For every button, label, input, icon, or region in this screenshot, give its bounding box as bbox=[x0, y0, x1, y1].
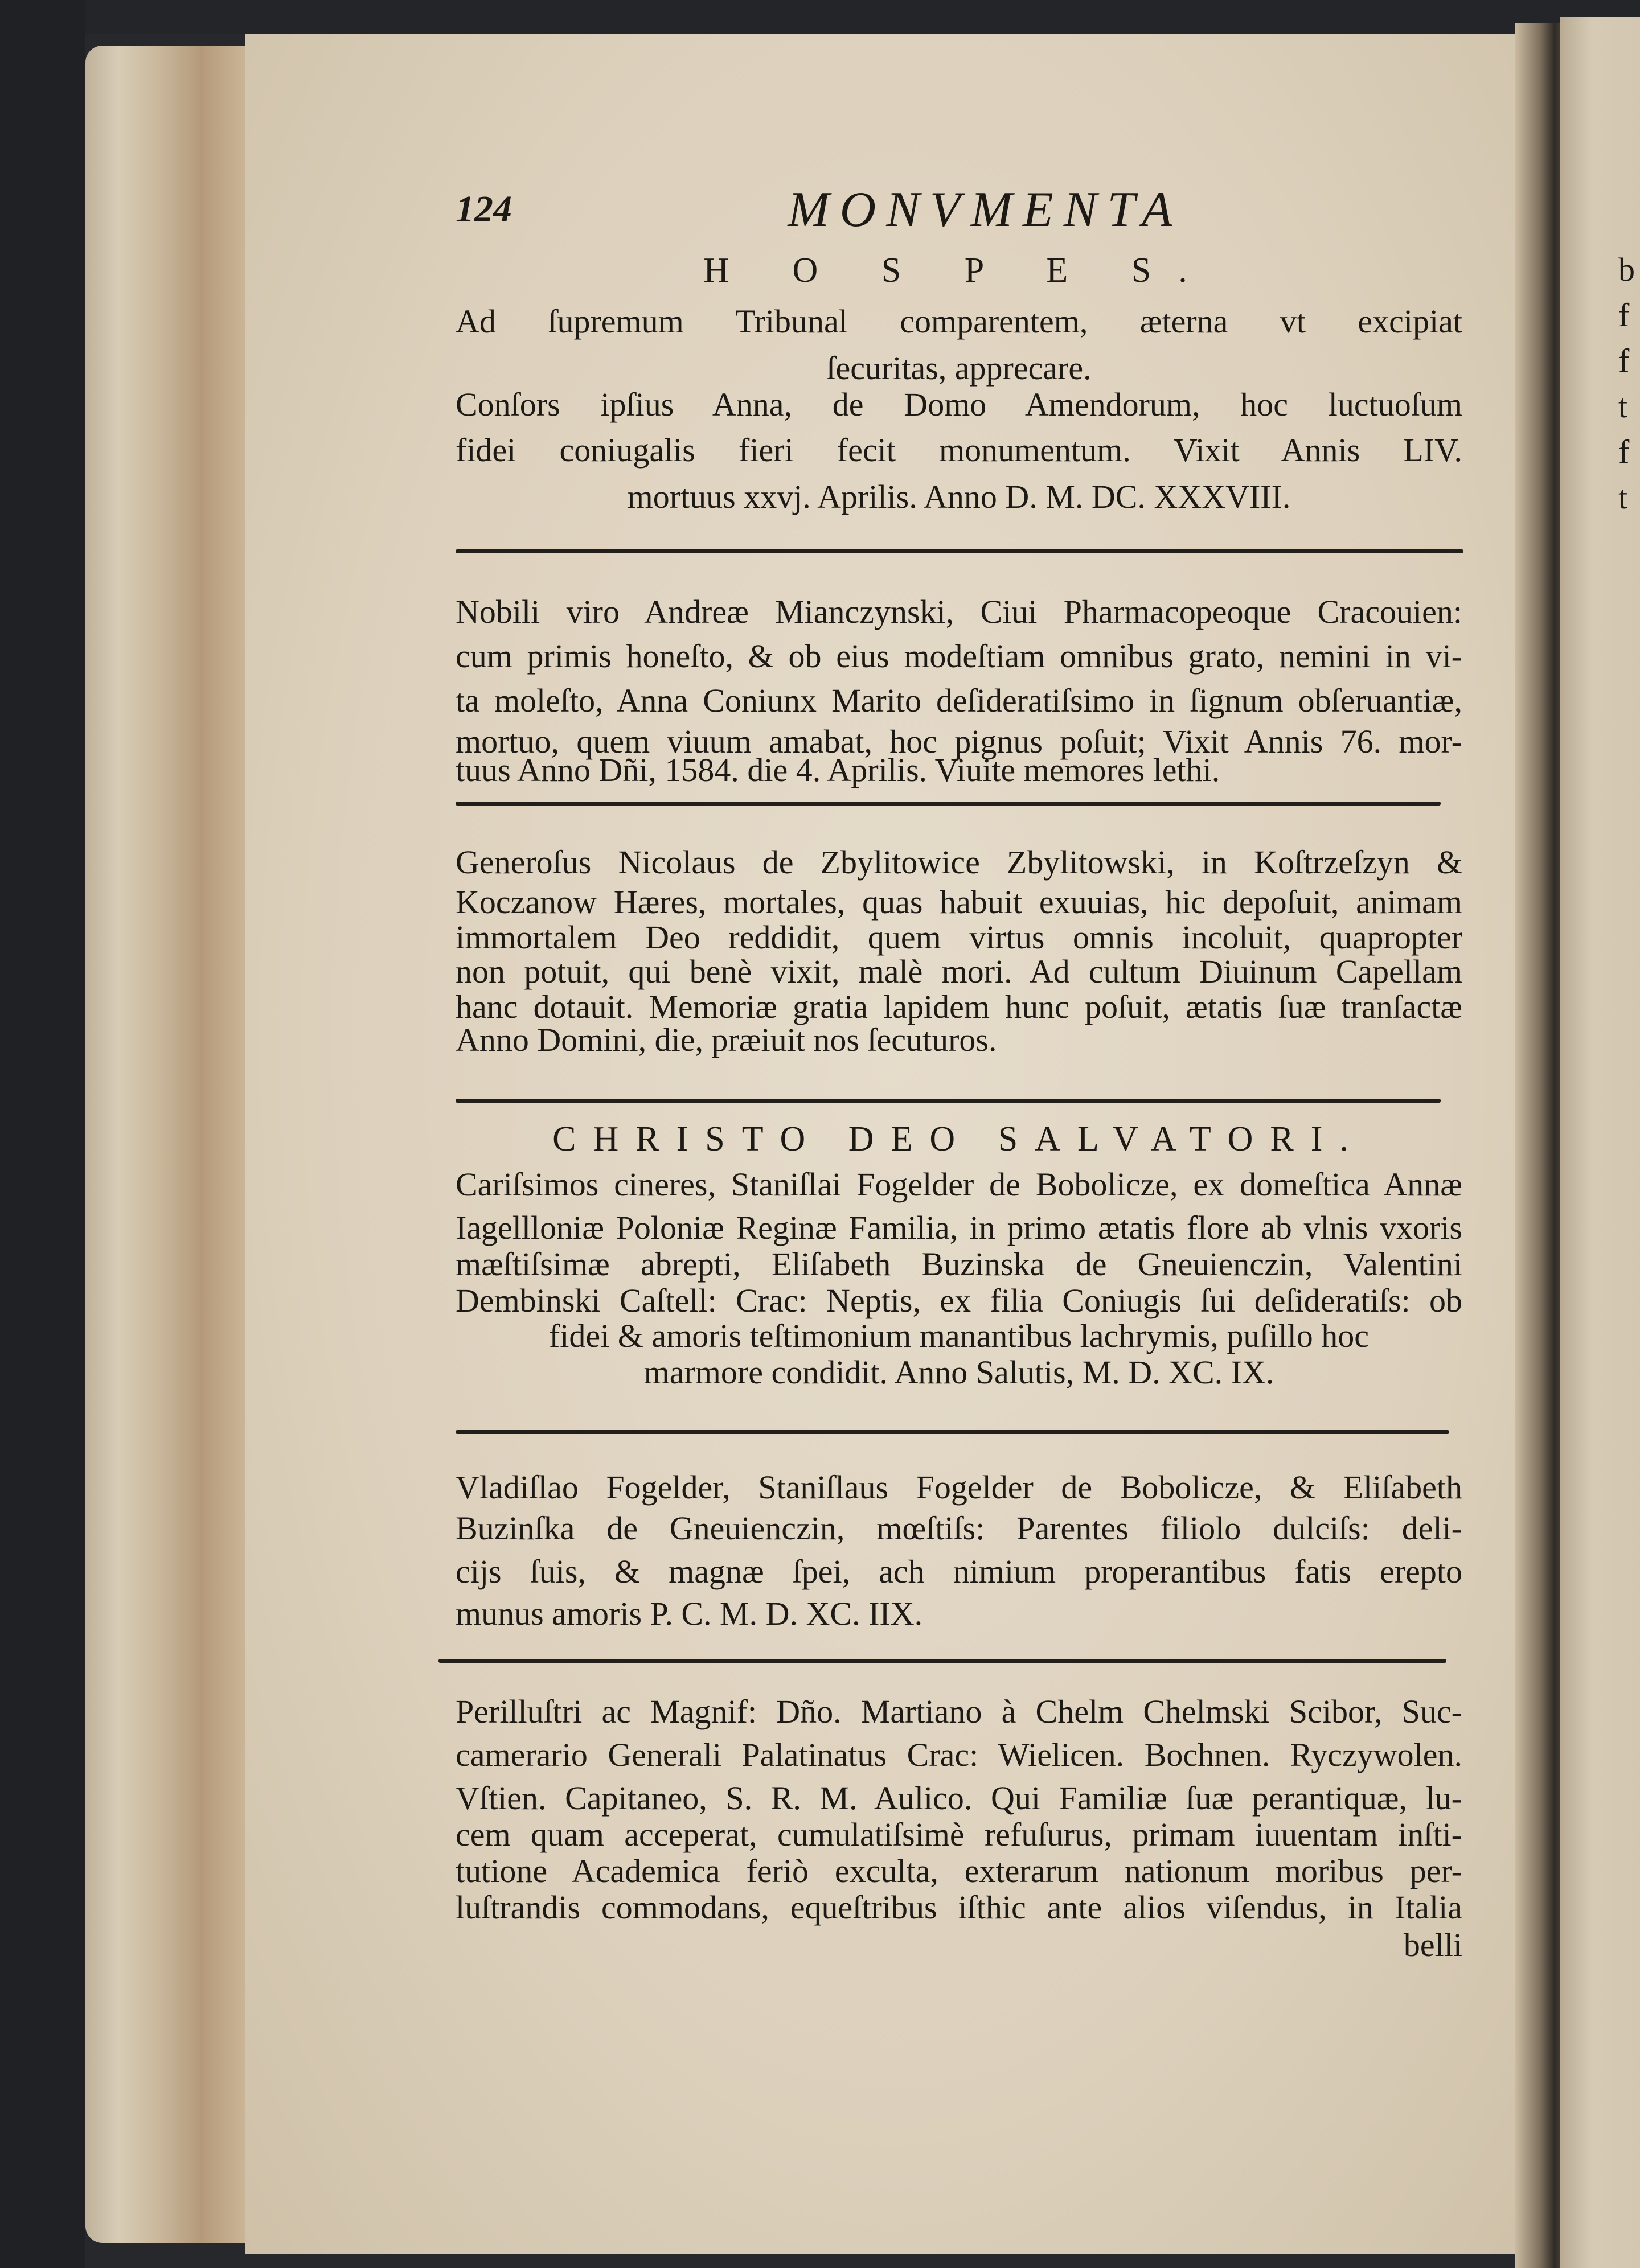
facing-page-fragment: t bbox=[1618, 388, 1628, 425]
text-line: Perilluſtri ac Magnif: Dño. Martiano à Chelm Chelmski Scibor, Suc- bbox=[456, 1693, 1462, 1730]
text-line: luſtrandis commodans, equeſtribus iſthic ante alios viſendus, in Italia bbox=[456, 1889, 1462, 1926]
text-line: Anno Domini, die, præiuit nos ſecuturos. bbox=[456, 1021, 997, 1058]
text-line: Nobili viro Andreæ Mianczynski, Ciui Pharmacopeoque Cracouien: bbox=[456, 593, 1462, 630]
text-line: non potuit, qui benè vixit, malè mori. Ad cultum Diuinum Capellam bbox=[456, 953, 1462, 990]
text-line: Vladiſlao Fogelder, Staniſlaus Fogelder de Bobolicze, & Eliſabeth bbox=[456, 1469, 1462, 1506]
text-line: mortuo, quem viuum amabat, hoc pignus poſuit; Vixit Annis 76. mor- bbox=[456, 723, 1462, 760]
facing-page-fragment: t bbox=[1618, 479, 1628, 516]
scan-background bbox=[0, 0, 85, 2268]
facing-page-fragment: f bbox=[1618, 342, 1630, 379]
text-line: ſecuritas, apprecare. bbox=[826, 350, 1092, 387]
text-line: fidei coniugalis fieri fecit monumentum. Vixit Annis LIV. bbox=[456, 432, 1462, 469]
section-divider bbox=[456, 1099, 1441, 1103]
section-divider bbox=[456, 549, 1463, 553]
page-edges bbox=[85, 46, 251, 2243]
text-line: belli bbox=[1403, 1926, 1462, 1963]
text-line: camerario Generali Palatinatus Crac: Wielicen. Bochnen. Ryczywolen. bbox=[456, 1736, 1462, 1773]
facing-page-fragment: f bbox=[1618, 297, 1630, 334]
text-line: Dembinski Caſtell: Crac: Neptis, ex filia Coniugis ſui deſideratiſs: ob bbox=[456, 1282, 1462, 1319]
text-line: Koczanow Hæres, mortales, quas habuit exuuias, hic depoſuit, animam bbox=[456, 884, 1462, 921]
section-divider bbox=[456, 1430, 1449, 1434]
section-divider bbox=[438, 1659, 1446, 1663]
text-line: marmore condidit. Anno Salutis, M. D. XC. IX. bbox=[643, 1354, 1274, 1391]
text-line: fidei & amoris teſtimonium manantibus lachrymis, puſillo hoc bbox=[548, 1317, 1370, 1354]
text-line: ta moleſto, Anna Coniunx Marito deſideratiſsimo in ſignum obſeruantiæ, bbox=[456, 682, 1462, 719]
text-line: mæſtiſsimæ abrepti, Eliſabeth Buzinska de Gneuienczin, Valentini bbox=[456, 1246, 1462, 1283]
facing-page-fragment: b bbox=[1618, 251, 1635, 288]
text-line: mortuus xxvj. Aprilis. Anno D. M. DC. XXXVIII. bbox=[627, 478, 1291, 515]
text-line: Ad ſupremum Tribunal comparentem, æterna vt excipiat bbox=[456, 303, 1462, 340]
running-head: MONVMENTA bbox=[788, 182, 1183, 237]
text-line: cum primis honeſto, & ob eius modeſtiam omnibus grato, nemini in vi- bbox=[456, 638, 1462, 675]
scan-background-top bbox=[0, 0, 1640, 34]
text-line: cijs ſuis, & magnæ ſpei, ach nimium properantibus fatis erepto bbox=[456, 1553, 1462, 1590]
text-line: immortalem Deo reddidit, quem virtus omnis incoluit, quapropter bbox=[456, 919, 1462, 956]
heading-hospes: H O S P E S. bbox=[703, 251, 1215, 290]
text-line: tutione Academica feriò exculta, exterarum nationum moribus per- bbox=[456, 1852, 1462, 1889]
section-divider bbox=[456, 802, 1441, 806]
text-line: tuus Anno Dñi, 1584. die 4. Aprilis. Viuite memores lethi. bbox=[456, 751, 1220, 788]
text-line: Generoſus Nicolaus de Zbylitowice Zbylitowski, in Koſtrzeſzyn & bbox=[456, 844, 1462, 881]
text-line: Iagellloniæ Poloniæ Reginæ Familia, in primo ætatis flore ab vlnis vxoris bbox=[456, 1209, 1462, 1246]
text-line: hanc dotauit. Memoriæ gratia lapidem hunc poſuit, ætatis ſuæ tranſactæ bbox=[456, 988, 1462, 1025]
heading-christo: CHRISTO DEO SALVATORI. bbox=[552, 1120, 1366, 1158]
text-line: cem quam acceperat, cumulatiſsimè refuſurus, primam iuuentam inſti- bbox=[456, 1816, 1462, 1853]
text-line: Cariſsimos cineres, Staniſlai Fogelder de Bobolicze, ex domeſtica Annæ bbox=[456, 1166, 1462, 1203]
text-line: Vſtien. Capitaneo, S. R. M. Aulico. Qui Familiæ ſuæ perantiquæ, lu- bbox=[456, 1780, 1462, 1817]
text-line: munus amoris P. C. M. D. XC. IIX. bbox=[456, 1595, 923, 1632]
text-line: Conſors ipſius Anna, de Domo Amendorum, hoc luctuoſum bbox=[456, 386, 1462, 423]
page-number: 124 bbox=[456, 188, 512, 230]
facing-page-fragment: f bbox=[1618, 433, 1630, 470]
text-line: Buzinſka de Gneuienczin, mœſtiſs: Parentes filiolo dulciſs: deli- bbox=[456, 1510, 1462, 1547]
